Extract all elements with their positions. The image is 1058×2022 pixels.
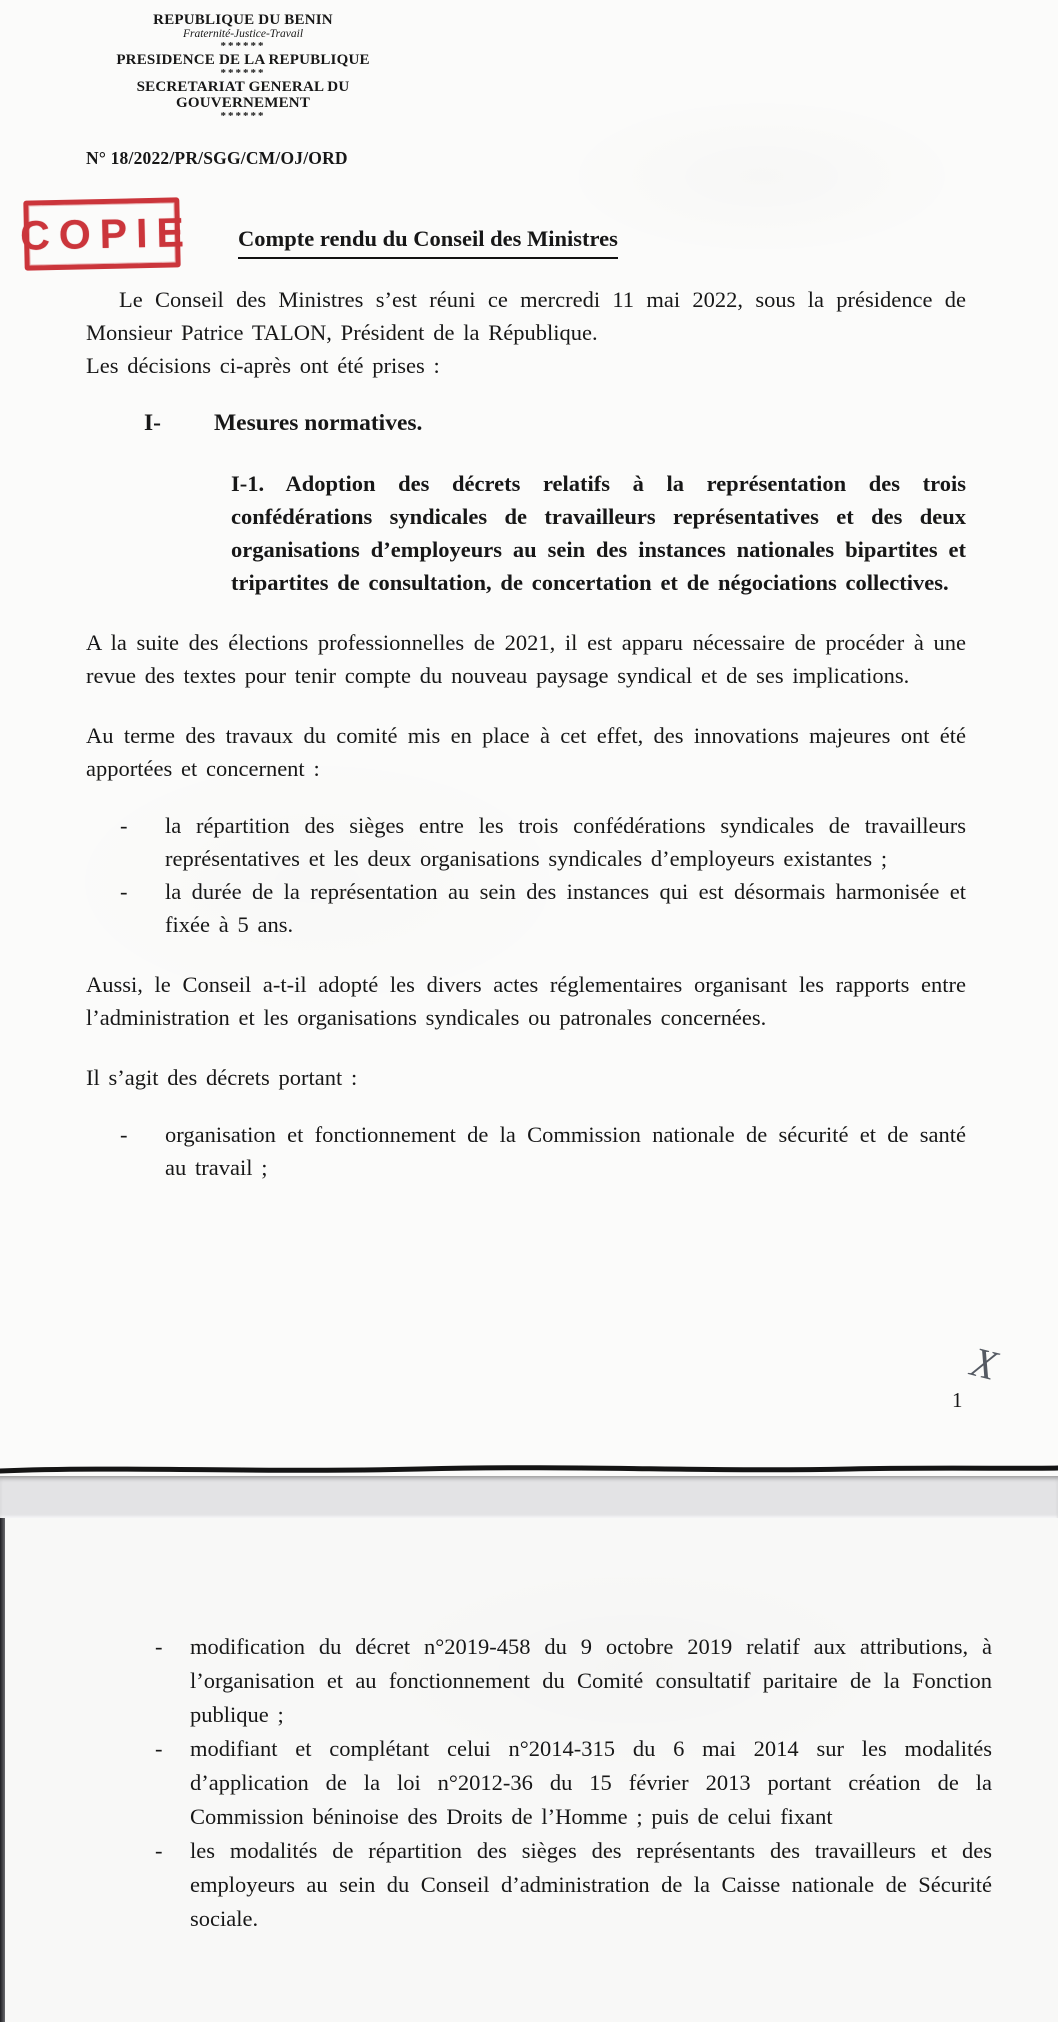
paragraph-travaux: Au terme des travaux du comité mis en place à cet effet, des innovations majeures ont été apportées et concernent : — [86, 723, 966, 781]
list-item-text: les modalités de répartition des sièges des représentants des travailleurs et des employeurs au sein du Conseil d’administration de la Caisse nationale de Sécurité sociale. — [190, 1838, 992, 1931]
dash-marker: - — [120, 1122, 128, 1147]
intro-paragraph: Le Conseil des Ministres s’est réuni ce mercredi 11 mai 2022, sous la présidence de Monsieur Patrice TALON, Président de la République. — [86, 287, 966, 345]
pages-gap — [0, 1476, 1058, 1518]
dash-marker: - — [155, 1634, 163, 1659]
page-2 — [0, 1518, 1058, 2022]
list-item — [86, 875, 966, 941]
handwritten-x-mark: X — [966, 1337, 1002, 1390]
list-item-text: la répartition des sièges entre les trois confédérations syndicales de travailleurs représentatives et les deux organisations syndicales d’employeurs existantes ; — [165, 813, 966, 871]
decrees-list — [86, 1118, 966, 1184]
page1-body — [86, 283, 966, 1184]
dash-marker: - — [155, 1838, 163, 1863]
stars-divider: ****** — [220, 110, 266, 122]
copie-stamp-label: COPIE — [19, 208, 194, 259]
letterhead — [88, 12, 398, 122]
reference-number: N° 18/2022/PR/SGG/CM/OJ/ORD — [86, 148, 348, 168]
list-item — [120, 1834, 992, 1936]
paragraph-aussi: Aussi, le Conseil a-t-il adopté les divers actes réglementaires organisant les rapports entre l’administration et les organisations syndicales ou patronales concernées. — [86, 972, 966, 1030]
list-item — [86, 1118, 966, 1184]
national-motto: Fraternité-Justice-Travail — [182, 28, 304, 40]
dash-marker: - — [120, 879, 128, 904]
page2-left-edge — [0, 1518, 5, 2022]
section-numeral: I- — [144, 410, 161, 436]
list-item-text: la durée de la représentation au sein des instances qui est désormais harmonisée et fixée à 5 ans. — [165, 879, 966, 937]
list-item-text: modification du décret n°2019-458 du 9 octobre 2019 relatif aux attributions, à l’organisation et au fonctionnement du Comité consultatif paritaire de la Fonction publique ; — [190, 1634, 992, 1727]
decrees-list-continued — [120, 1630, 992, 1936]
innovations-list — [86, 809, 966, 941]
copie-stamp — [19, 197, 194, 270]
decisions-line: Les décisions ci-après ont été prises : — [86, 353, 440, 378]
secretariat-line2: GOUVERNEMENT — [175, 95, 311, 111]
paragraph-decrets-intro: Il s’agit des décrets portant : — [86, 1065, 358, 1090]
section-title: Mesures normatives. — [214, 410, 423, 436]
page-number: 1 — [952, 1388, 963, 1412]
dash-marker: - — [120, 813, 128, 838]
republic-name: REPUBLIQUE DU BENIN — [153, 12, 333, 28]
subsection-i1-heading: I-1. Adoption des décrets relatifs à la représentation des trois confédérations syndicales de travailleurs représentatives et des deux organisations d’employeurs au sein des instances nationales bipartites et tripartites de consultation, de concertation et de négociations collectives. — [231, 471, 966, 595]
list-item — [120, 1630, 992, 1732]
section-i-heading — [144, 408, 966, 438]
list-item-text: organisation et fonctionnement de la Commission nationale de sécurité et de santé au travail ; — [165, 1122, 966, 1180]
list-item-text: modifiant et complétant celui n°2014-315 du 6 mai 2014 sur les modalités d’application de la loi n°2012-36 du 15 février 2013 portant création de la Commission béninoise des Droits de l’Homme ; puis de celui fixant — [190, 1736, 992, 1829]
paragraph-elections: A la suite des élections professionnelles de 2021, il est apparu nécessaire de procéder à une revue des textes pour tenir compte du nouveau paysage syndical et de ses implications. — [86, 630, 966, 688]
list-item — [120, 1732, 992, 1834]
secretariat-line1: SECRETARIAT GENERAL DU — [136, 79, 350, 95]
dash-marker: - — [155, 1736, 163, 1761]
list-item — [86, 809, 966, 875]
stars-divider: ****** — [220, 40, 266, 52]
stars-divider: ****** — [220, 67, 266, 79]
presidency-name: PRESIDENCE DE LA REPUBLIQUE — [116, 52, 370, 68]
document-title: Compte rendu du Conseil des Ministres — [238, 226, 618, 259]
